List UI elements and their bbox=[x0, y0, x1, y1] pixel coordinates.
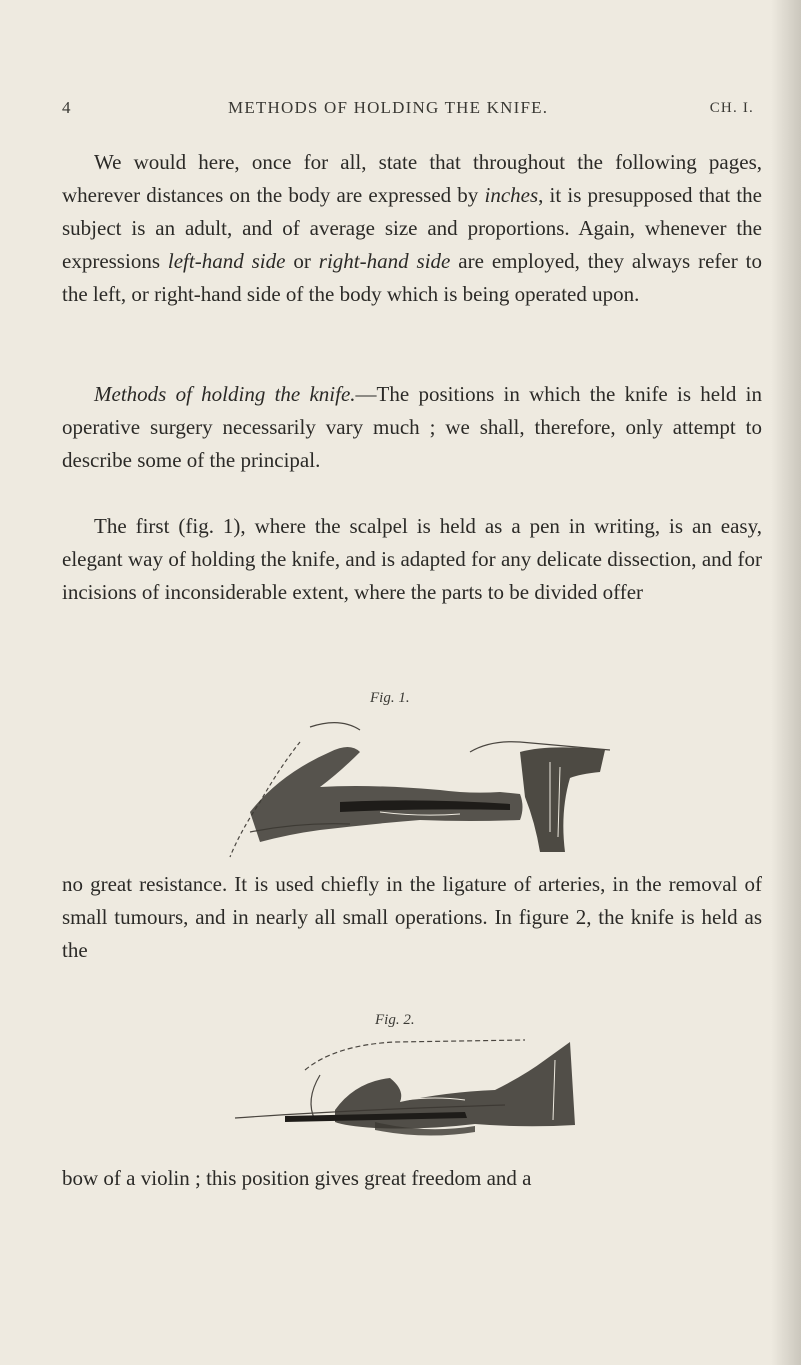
text-run: or bbox=[285, 249, 319, 273]
figure-1-caption: Fig. 1. bbox=[370, 690, 410, 706]
figure-2-caption: Fig. 2. bbox=[375, 1012, 415, 1028]
section-heading-italic: Methods of holding the knife. bbox=[94, 382, 356, 406]
paragraph-intro bbox=[62, 146, 762, 311]
figure-2-illustration bbox=[225, 1030, 625, 1140]
italic-term: inches bbox=[484, 183, 539, 207]
paragraph-methods bbox=[62, 378, 762, 477]
figure-1-illustration bbox=[220, 712, 640, 862]
running-header bbox=[62, 94, 762, 126]
chapter-label: CH. I. bbox=[709, 100, 754, 116]
paragraph-usage: no great resistance. It is used chiefly in the ligature of arteries, in the removal of small tumours, and in nearly all small operations. In figure 2, the knife is held as the bbox=[62, 872, 762, 962]
paragraph-violin-bow: bow of a violin ; this position gives great freedom and a bbox=[62, 1166, 532, 1190]
running-title: METHODS OF HOLDING THE KNIFE. bbox=[228, 98, 549, 117]
paragraph-first-position: The first (fig. 1), where the scalpel is held as a pen in writing, is an easy, elegant way of holding the knife, and is adapted for any delicate dissection, and for incisions of inconsiderable extent, where the parts to be divided offer bbox=[62, 514, 762, 604]
page-number: 4 bbox=[62, 98, 72, 117]
text-run: —The positions in which the knife is held in operative surgery necessarily vary much ; we shall, therefore, only attempt to describe some of the principal. bbox=[62, 382, 762, 472]
italic-term: right-hand side bbox=[318, 249, 451, 273]
text-run: We would here, once for all, state that throughout the following pages, wherever distances on the body are expressed by bbox=[62, 150, 762, 207]
text-run: are employed, they always refer to the left, or right-hand side of the body which is being operated upon. bbox=[62, 249, 762, 306]
text-run: , it is presupposed that the subject is an adult, and of average size and proportions. Again, whenever the expressions bbox=[62, 183, 762, 273]
italic-term: left-hand side bbox=[167, 249, 286, 273]
